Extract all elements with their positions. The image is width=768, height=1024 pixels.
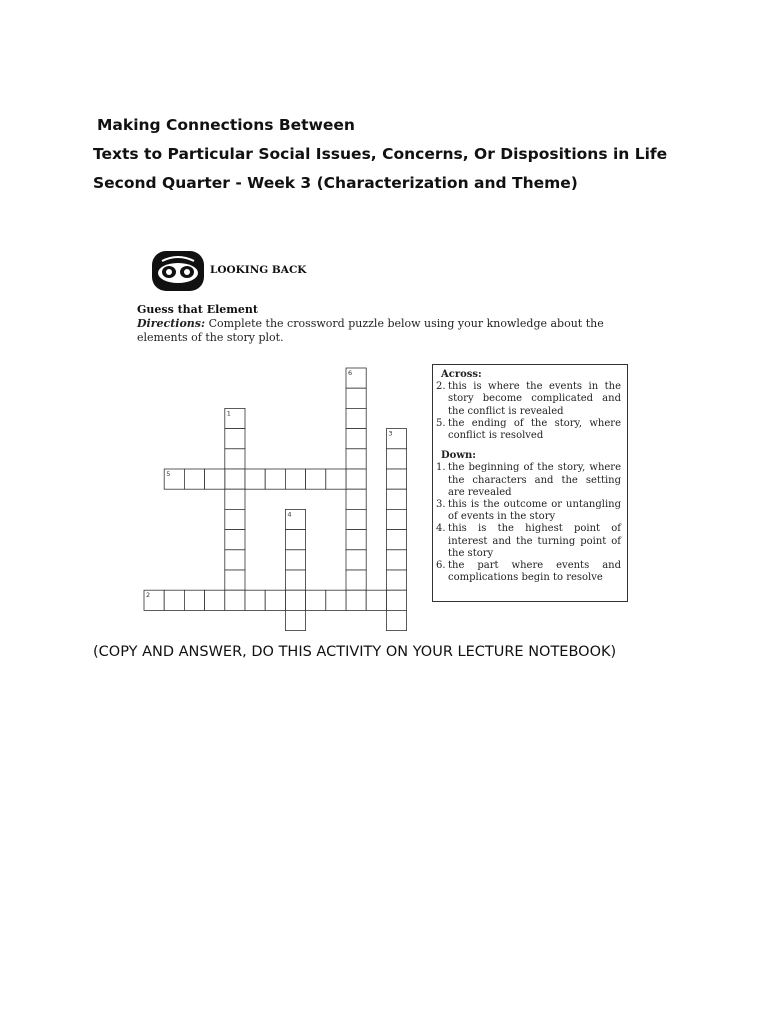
crossword-cell[interactable] (386, 489, 406, 509)
crossword-cell[interactable] (326, 590, 346, 610)
crossword-cell[interactable] (285, 530, 305, 550)
quarter-week-heading: Second Quarter - Week 3 (Characterization and Theme) (93, 174, 578, 192)
clue-number: 3. (436, 499, 446, 511)
clue-down-1 (436, 462, 621, 499)
document-subtitle: Texts to Particular Social Issues, Concerns, Or Dispositions in Life (93, 145, 668, 163)
activity-title: Guess that Element (137, 303, 258, 316)
crossword-cell[interactable] (184, 469, 204, 489)
clue-number-label: 4 (287, 510, 292, 519)
crossword-cell[interactable] (225, 449, 245, 469)
crossword-cell[interactable] (346, 429, 366, 449)
clue-text: this is where the events in the story become complicated and the conflict is revealed (448, 381, 621, 417)
crossword-cell[interactable] (346, 489, 366, 509)
crossword-cell[interactable] (265, 469, 285, 489)
crossword-cell[interactable] (386, 449, 406, 469)
crossword-cell[interactable] (346, 469, 366, 489)
clue-text: the ending of the story, where conflict is resolved (448, 417, 621, 442)
clue-down-4 (436, 523, 621, 560)
crossword-cell[interactable] (346, 570, 366, 590)
crossword-cell[interactable] (225, 489, 245, 509)
crossword-cell[interactable] (306, 469, 326, 489)
crossword-cell[interactable] (245, 469, 265, 489)
crossword-cell[interactable] (265, 590, 285, 610)
crossword-cell[interactable] (205, 590, 225, 610)
clues-box (432, 364, 628, 602)
crossword-cell[interactable] (225, 590, 245, 610)
crossword-cell[interactable] (386, 570, 406, 590)
clue-number: 6. (436, 560, 446, 572)
crossword-cell[interactable] (225, 530, 245, 550)
crossword-cell[interactable] (285, 469, 305, 489)
crossword-cell[interactable] (346, 408, 366, 428)
crossword-cell[interactable] (346, 530, 366, 550)
clue-number: 4. (436, 523, 446, 535)
crossword-cell[interactable] (285, 570, 305, 590)
crossword-cell[interactable] (386, 590, 406, 610)
directions-label: Directions: (137, 317, 206, 330)
crossword-cell[interactable] (285, 590, 305, 610)
clue-down-6 (436, 560, 621, 584)
crossword-cell[interactable] (386, 469, 406, 489)
crossword-cell[interactable] (225, 509, 245, 529)
clue-number-label: 3 (388, 429, 393, 438)
clue-number-label: 6 (348, 369, 353, 377)
crossword-cell[interactable] (205, 469, 225, 489)
crossword-cell[interactable] (225, 429, 245, 449)
clue-number-label: 2 (146, 591, 151, 600)
crossword-cell[interactable] (386, 530, 406, 550)
clue-across-2 (436, 381, 621, 418)
crossword-cell[interactable] (285, 550, 305, 570)
clue-text: this is the outcome or untangling of events in the story (448, 499, 621, 523)
crossword-cell[interactable] (164, 590, 184, 610)
clue-down-3 (436, 499, 621, 523)
crossword-cell[interactable] (346, 449, 366, 469)
crossword-cell[interactable] (306, 590, 326, 610)
clue-across-5 (436, 418, 621, 442)
clue-text: the beginning of the story, where the characters and the setting are revealed (448, 462, 621, 498)
crossword-cell[interactable] (225, 550, 245, 570)
crossword-cell[interactable] (326, 469, 346, 489)
clue-number-label: 5 (166, 470, 171, 478)
crossword-cell[interactable] (346, 550, 366, 570)
crossword-cell[interactable] (386, 610, 406, 630)
crossword-cell[interactable] (184, 590, 204, 610)
crossword-cell[interactable] (285, 610, 305, 630)
down-heading: Down: (441, 450, 476, 462)
crossword-cell[interactable] (346, 388, 366, 408)
instruction-note: (COPY AND ANSWER, DO THIS ACTIVITY ON YOUR LECTURE NOTEBOOK) (93, 644, 617, 660)
crossword-cell[interactable] (245, 590, 265, 610)
document-title: Making Connections Between (97, 116, 355, 134)
crossword-cell[interactable] (346, 509, 366, 529)
crossword-cell[interactable] (386, 509, 406, 529)
crossword-cell[interactable] (346, 590, 366, 610)
section-label: LOOKING BACK (210, 264, 307, 276)
clue-number: 5. (436, 417, 446, 429)
clue-number-label: 1 (226, 409, 231, 418)
directions-text: Complete the crossword puzzle below using your knowledge about the elements of the story plot. (137, 317, 604, 344)
crossword-cell[interactable] (225, 570, 245, 590)
crossword-cell[interactable] (225, 469, 245, 489)
clue-text: the part where events and complications begin to resolve (448, 560, 621, 584)
clue-number: 2. (436, 381, 446, 393)
across-heading: Across: (441, 369, 482, 380)
crossword-cell[interactable] (386, 550, 406, 570)
clue-number: 1. (436, 462, 446, 474)
clue-text: this is the highest point of interest and the turning point of the story (448, 523, 621, 559)
crossword-cell[interactable] (366, 590, 386, 610)
